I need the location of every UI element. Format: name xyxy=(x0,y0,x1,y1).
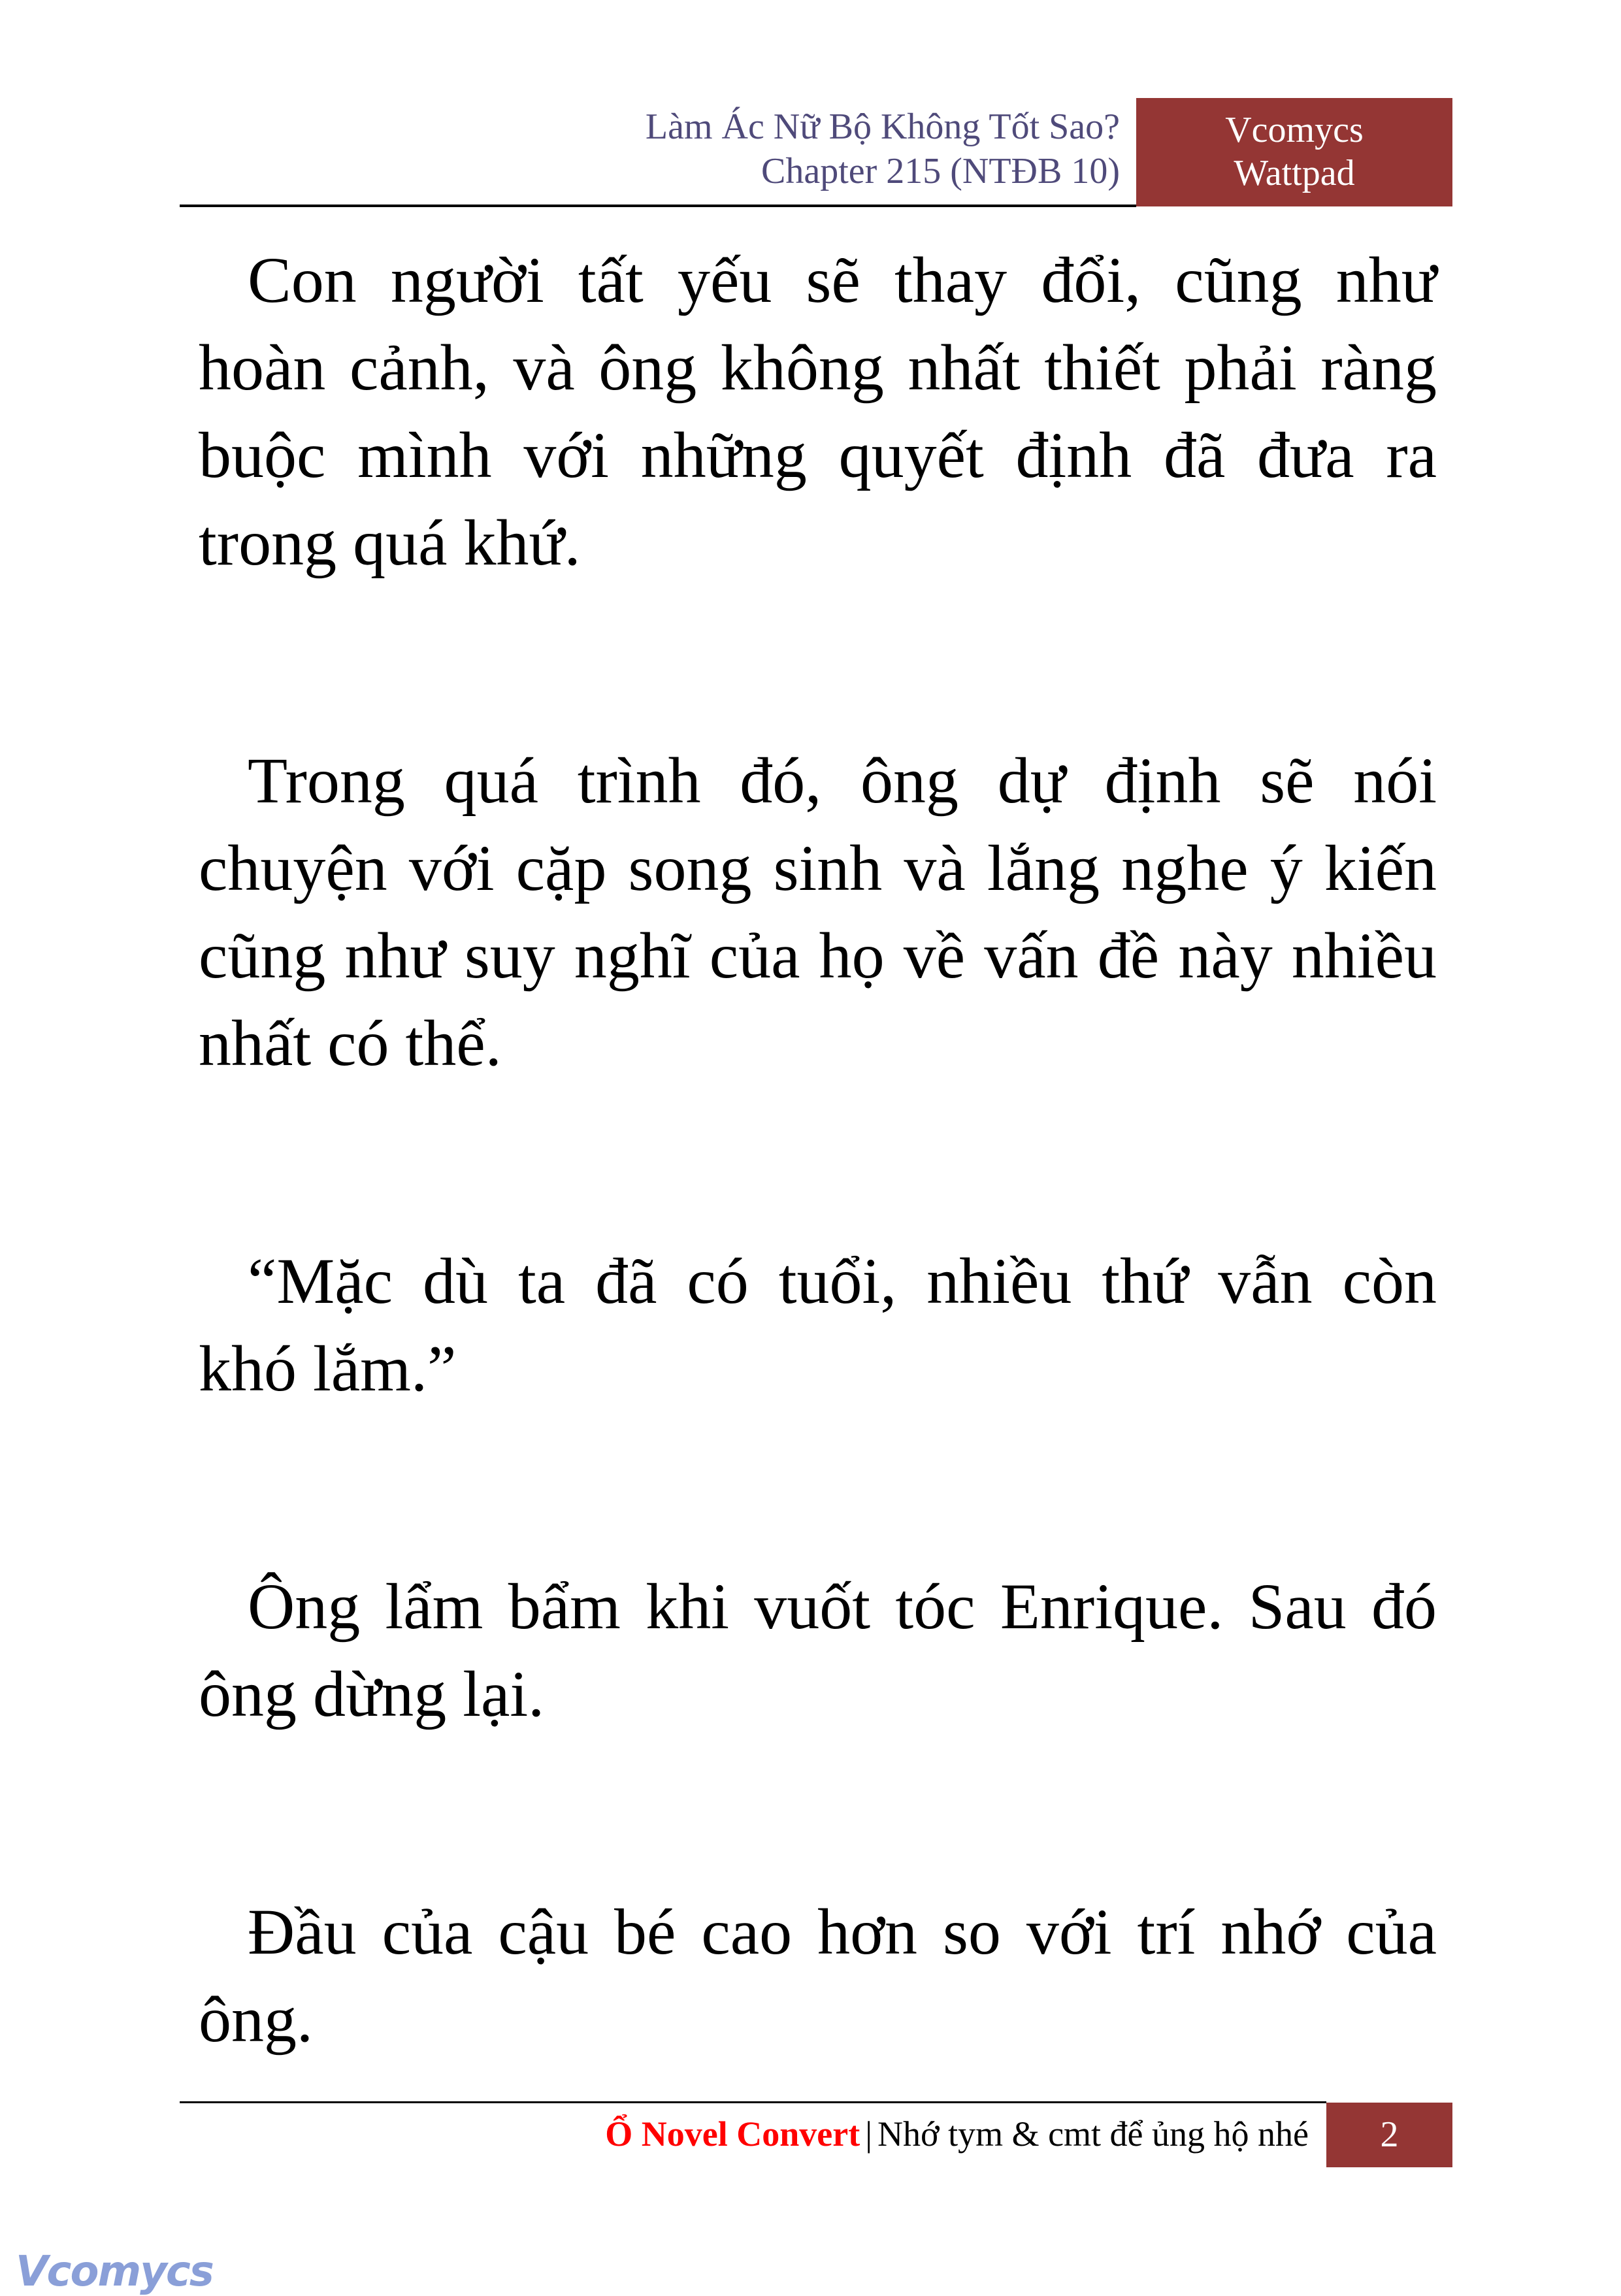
text-line: nhất có thể. xyxy=(199,1007,502,1079)
footer-note: Nhớ tym & cmt để ủng hộ nhé xyxy=(877,2114,1309,2154)
text-line: buộc mình với những quyết định đã đưa ra xyxy=(199,419,1437,491)
paragraph xyxy=(199,237,1437,587)
running-header xyxy=(646,105,1120,193)
paragraph xyxy=(199,737,1437,1087)
text-line: trong quá khứ. xyxy=(199,506,581,579)
paragraph xyxy=(199,1888,1437,2063)
footer-separator: | xyxy=(865,2114,873,2154)
vcomycs-logo: Vcomycs xyxy=(16,2248,213,2296)
header-divider xyxy=(180,205,1136,207)
header-brand-box xyxy=(1136,98,1452,206)
chapter-label: Chapter 215 (NTĐB 10) xyxy=(761,151,1120,191)
footer-divider xyxy=(180,2101,1326,2103)
paragraph xyxy=(199,1238,1437,1413)
text-line: Trong quá trình đó, ông dự định sẽ nói xyxy=(248,744,1437,817)
footer xyxy=(605,2108,1309,2160)
footer-brand: Ổ Novel Convert xyxy=(605,2114,860,2154)
text-line: khó lắm.” xyxy=(199,1332,457,1405)
book-title: Làm Ác Nữ Bộ Không Tốt Sao? xyxy=(645,107,1120,147)
brand-vcomycs: Vcomycs xyxy=(1225,110,1364,150)
brand-wattpad: Wattpad xyxy=(1234,153,1355,193)
text-line: cũng như suy nghĩ của họ về vấn đề này nhiều xyxy=(199,919,1437,992)
text-line: ông. xyxy=(199,1983,313,2056)
text-line: ông dừng lại. xyxy=(199,1658,545,1730)
text-line: Đầu của cậu bé cao hơn so với trí nhớ của xyxy=(248,1895,1437,1968)
text-line: Con người tất yếu sẽ thay đổi, cũng như xyxy=(248,244,1437,316)
text-line: hoàn cảnh, và ông không nhất thiết phải ràng xyxy=(199,331,1437,404)
text-line: chuyện với cặp song sinh và lắng nghe ý kiến xyxy=(199,832,1437,904)
body-text xyxy=(199,237,1437,2214)
text-line: “Mặc dù ta đã có tuổi, nhiều thứ vẫn còn xyxy=(248,1245,1437,1317)
paragraph xyxy=(199,1563,1437,1738)
text-line: Ông lẩm bẩm khi vuốt tóc Enrique. Sau đó xyxy=(248,1570,1437,1643)
page-number: 2 xyxy=(1326,2103,1452,2167)
